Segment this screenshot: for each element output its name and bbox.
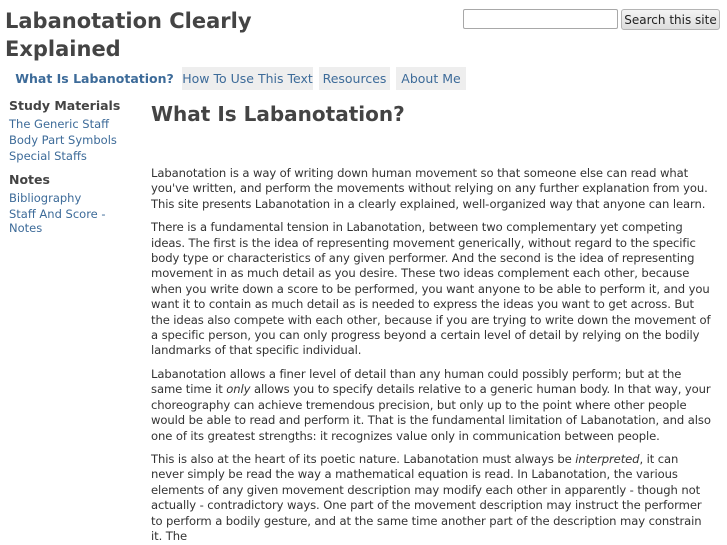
list-item	[9, 132, 139, 148]
sidebar-heading-study-materials: Study Materials	[9, 98, 121, 113]
tab-how-to-use-this-text[interactable]: How To Use This Text	[182, 67, 313, 90]
search-input[interactable]	[463, 9, 618, 29]
tab-about-me[interactable]: About Me	[396, 67, 466, 90]
sidebar-link-staff-and-score-notes[interactable]: Staff And Score - Notes	[9, 207, 106, 235]
sidebar	[9, 98, 139, 244]
list-item	[9, 116, 139, 132]
paragraph-text: This is also at the heart of its poetic nature. Labanotation must always be	[151, 451, 576, 466]
emphasis-text: interpreted	[575, 451, 640, 466]
paragraph-tension: There is a fundamental tension in Labanotation, between two complementary yet competing ideas. The first is the idea of representing movement generically, without regard to the specific body type or characteristics of any given performer. And the second is the idea of representing movement in as much detail as you desire. These two ideas complement each other, because when you write down a score to be performed, you want anyone to be able to perform it, and you want it to contain as much detail as is needed to express the ideas you want to get across. But the ideas also compete with each other, because if you are trying to write down the movement of a specific person, you can only progress beyond a certain level of detail by relying on the bodily landmarks of that specific individual.	[151, 220, 711, 358]
emphasis-text: only	[226, 382, 251, 397]
list-item	[9, 190, 139, 206]
main-content	[151, 100, 711, 545]
site-title[interactable]: Labanotation Clearly Explained	[5, 9, 252, 61]
tab-resources[interactable]: Resources	[319, 67, 390, 90]
paragraph-text: Labanotation allows a finer level of detail than any human could possibly perform; but at the same time it	[151, 366, 682, 397]
sidebar-link-body-part-symbols[interactable]: Body Part Symbols	[9, 133, 117, 147]
search-button[interactable]: Search this site	[621, 9, 720, 30]
paragraph-detail	[151, 367, 711, 444]
page-title: What Is Labanotation?	[151, 102, 405, 126]
sidebar-link-the-generic-staff[interactable]: The Generic Staff	[9, 117, 110, 131]
sidebar-link-bibliography[interactable]: Bibliography	[9, 191, 82, 205]
tab-what-is-labanotation[interactable]: What Is Labanotation?	[15, 71, 174, 86]
list-item	[9, 206, 139, 236]
paragraph-poetic	[151, 452, 711, 544]
sidebar-link-special-staffs[interactable]: Special Staffs	[9, 149, 87, 163]
sidebar-heading-notes: Notes	[9, 172, 50, 187]
paragraph-text: , it can never simply be read the way a mathematical equation is read. In Labanotation, the various elements of any given movement description may modify each other in apparently - though not actually - contradictory ways. One part of the movement description may instruct the performer to perform a bodily gesture, and at the same time another part of the description may constrain it. The	[151, 451, 702, 543]
paragraph-text: allows you to specify details relative to a generic human body. In that way, your choreography can achieve tremendous precision, but only up to the point where other people would be able to read and perform it. That is the fundamental limitation of Labanotation, and also one of its greatest strengths: it recognizes value only in communication between people.	[151, 382, 711, 443]
paragraph-intro: Labanotation is a way of writing down human movement so that someone else can read what you've written, and perform the movements without relying on any further explanation from you. This site presents Labanotation in a clearly explained, well-organized way that anyone can learn.	[151, 166, 708, 211]
list-item	[9, 148, 139, 164]
study-materials-list	[9, 116, 139, 164]
notes-list	[9, 190, 139, 236]
